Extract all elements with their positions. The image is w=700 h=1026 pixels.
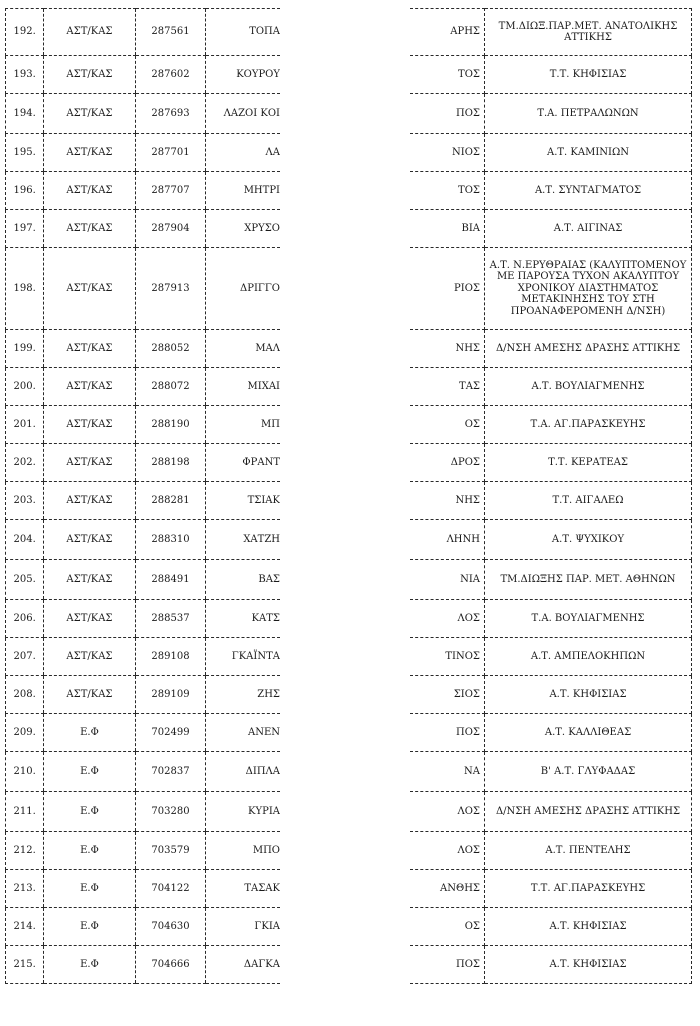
rank-cell: ΑΣΤ/ΚΑΣ	[44, 330, 135, 368]
name-cell: ΝΙΑ	[410, 560, 485, 600]
department-cell: Α.Τ. ΒΟΥΛΙΑΓΜΕΝΗΣ	[485, 368, 692, 406]
name-cell: ΟΣ	[410, 908, 485, 946]
id-cell: 704630	[135, 908, 206, 946]
rank-cell: Ε.Φ	[44, 714, 135, 752]
row-number: 198.	[6, 248, 44, 330]
table-row	[410, 9, 692, 56]
id-cell: 288491	[135, 560, 206, 600]
department-cell: Β' Α.Τ. ΓΛΥΦΑΔΑΣ	[485, 752, 692, 792]
table-row	[6, 560, 281, 600]
surname-cell: ΔΡΙΓΓΟ	[206, 248, 280, 330]
department-cell: ΤΜ.ΔΙΩΞΗΣ ΠΑΡ. ΜΕΤ. ΑΘΗΝΩΝ	[485, 560, 692, 600]
rank-cell: ΑΣΤ/ΚΑΣ	[44, 9, 135, 56]
name-cell: ΤΑΣ	[410, 368, 485, 406]
name-cell: ΝΙΟΣ	[410, 134, 485, 172]
table-row	[410, 560, 692, 600]
rank-cell: ΑΣΤ/ΚΑΣ	[44, 676, 135, 714]
department-cell: Α.Τ. ΚΑΛΛΙΘΕΑΣ	[485, 714, 692, 752]
row-number: 209.	[6, 714, 44, 752]
id-cell: 704122	[135, 870, 206, 908]
surname-cell: ΔΙΠΛΑ	[206, 752, 280, 792]
department-cell: Α.Τ. ΨΥΧΙΚΟΥ	[485, 520, 692, 560]
id-cell: 702499	[135, 714, 206, 752]
surname-cell: ΜΗΤΡΙ	[206, 172, 280, 210]
table-row	[6, 482, 281, 520]
table-row	[6, 94, 281, 134]
rank-cell: ΑΣΤ/ΚΑΣ	[44, 172, 135, 210]
name-cell: ΠΟΣ	[410, 714, 485, 752]
rank-cell: Ε.Φ	[44, 870, 135, 908]
id-cell: 288281	[135, 482, 206, 520]
rank-cell: Ε.Φ	[44, 908, 135, 946]
row-number: 215.	[6, 946, 44, 984]
name-cell: ΡΙΟΣ	[410, 248, 485, 330]
table-row	[6, 638, 281, 676]
right-table-fragment	[410, 8, 692, 984]
table-row	[6, 752, 281, 792]
row-number: 192.	[6, 9, 44, 56]
department-cell: Α.Τ. ΑΙΓΙΝΑΣ	[485, 210, 692, 248]
table-row	[6, 714, 281, 752]
surname-cell: ΜΑΛ	[206, 330, 280, 368]
id-cell: 703280	[135, 792, 206, 832]
left-table-fragment	[5, 8, 280, 984]
department-cell: Τ.Α. ΠΕΤΡΑΛΩΝΩΝ	[485, 94, 692, 134]
id-cell: 704666	[135, 946, 206, 984]
name-cell: ΤΙΝΟΣ	[410, 638, 485, 676]
row-number: 204.	[6, 520, 44, 560]
table-row	[6, 600, 281, 638]
table-row	[410, 482, 692, 520]
row-number: 214.	[6, 908, 44, 946]
name-cell: ΛΟΣ	[410, 600, 485, 638]
surname-cell: ΧΡΥΣΟ	[206, 210, 280, 248]
table-row	[410, 172, 692, 210]
name-cell: ΤΟΣ	[410, 56, 485, 94]
table-row	[410, 210, 692, 248]
table-row	[410, 134, 692, 172]
table-row	[6, 330, 281, 368]
surname-cell: ΦΡΑΝΤ	[206, 444, 280, 482]
surname-cell: ΚΥΡΙΑ	[206, 792, 280, 832]
id-cell: 289109	[135, 676, 206, 714]
name-cell: ΝΑ	[410, 752, 485, 792]
table-row	[6, 406, 281, 444]
table-row	[410, 600, 692, 638]
row-number: 206.	[6, 600, 44, 638]
id-cell: 287913	[135, 248, 206, 330]
name-cell: ΛΗΝΗ	[410, 520, 485, 560]
rank-cell: ΑΣΤ/ΚΑΣ	[44, 482, 135, 520]
department-cell: Α.Τ. ΠΕΝΤΕΛΗΣ	[485, 832, 692, 870]
department-cell: Τ.Α. ΒΟΥΛΙΑΓΜΕΝΗΣ	[485, 600, 692, 638]
table-row	[6, 444, 281, 482]
table-row	[6, 210, 281, 248]
rank-cell: ΑΣΤ/ΚΑΣ	[44, 248, 135, 330]
row-number: 205.	[6, 560, 44, 600]
row-number: 208.	[6, 676, 44, 714]
table-row	[6, 792, 281, 832]
table-row	[6, 520, 281, 560]
surname-cell: ΤΑΣΑΚ	[206, 870, 280, 908]
table-row	[410, 908, 692, 946]
row-number: 201.	[6, 406, 44, 444]
row-number: 203.	[6, 482, 44, 520]
department-cell: Τ.Τ. ΑΓ.ΠΑΡΑΣΚΕΥΗΣ	[485, 870, 692, 908]
id-cell: 289108	[135, 638, 206, 676]
surname-cell: ΤΣΙΑΚ	[206, 482, 280, 520]
rank-cell: ΑΣΤ/ΚΑΣ	[44, 520, 135, 560]
table-row	[410, 792, 692, 832]
table-row	[410, 946, 692, 984]
id-cell: 288072	[135, 368, 206, 406]
department-cell: Α.Τ. Ν.ΕΡΥΘΡΑΙΑΣ (ΚΑΛΥΠΤΟΜΕΝΟΥ ΜΕ ΠΑΡΟΥΣΑ ΤΥΧΟΝ ΑΚΑΛΥΠΤΟΥ ΧΡΟΝΙΚΟΥ ΔΙΑΣΤΗΜΑΤΟΣ ΜΕΤΑΚΙΝΗΣΗΣ ΤΟΥ ΣΤΗ ΠΡΟΑΝΑΦΕΡΟΜΕΝΗ Δ/ΝΣΗ)	[485, 248, 692, 330]
table-row	[410, 56, 692, 94]
name-cell: ΒΙΑ	[410, 210, 485, 248]
name-cell: ΝΗΣ	[410, 330, 485, 368]
table-row	[6, 172, 281, 210]
department-cell: ΤΜ.ΔΙΩΞ.ΠΑΡ.ΜΕΤ. ΑΝΑΤΟΛΙΚΗΣ ΑΤΤΙΚΗΣ	[485, 9, 692, 56]
rank-cell: ΑΣΤ/ΚΑΣ	[44, 210, 135, 248]
name-cell: ΛΟΣ	[410, 832, 485, 870]
id-cell: 288190	[135, 406, 206, 444]
id-cell: 287602	[135, 56, 206, 94]
row-number: 207.	[6, 638, 44, 676]
table-row	[410, 870, 692, 908]
table-row	[410, 714, 692, 752]
department-cell: Τ.Α. ΑΓ.ΠΑΡΑΣΚΕΥΗΣ	[485, 406, 692, 444]
table-row	[410, 406, 692, 444]
name-cell: ΠΟΣ	[410, 94, 485, 134]
table-row	[410, 444, 692, 482]
department-cell: Τ.Τ. ΚΕΡΑΤΕΑΣ	[485, 444, 692, 482]
table-row	[410, 832, 692, 870]
table-row	[410, 368, 692, 406]
department-cell: Τ.Τ. ΚΗΦΙΣΙΑΣ	[485, 56, 692, 94]
id-cell: 288537	[135, 600, 206, 638]
table-row	[410, 676, 692, 714]
name-cell: ΤΟΣ	[410, 172, 485, 210]
rank-cell: ΑΣΤ/ΚΑΣ	[44, 94, 135, 134]
rank-cell: ΑΣΤ/ΚΑΣ	[44, 444, 135, 482]
id-cell: 287904	[135, 210, 206, 248]
name-cell: ΑΡΗΣ	[410, 9, 485, 56]
department-cell: Α.Τ. ΣΥΝΤΑΓΜΑΤΟΣ	[485, 172, 692, 210]
table-row	[6, 134, 281, 172]
row-number: 210.	[6, 752, 44, 792]
rank-cell: ΑΣΤ/ΚΑΣ	[44, 56, 135, 94]
table-row	[6, 368, 281, 406]
table-row	[410, 638, 692, 676]
rank-cell: Ε.Φ	[44, 792, 135, 832]
table-row	[410, 520, 692, 560]
table-row	[6, 946, 281, 984]
table-row	[410, 752, 692, 792]
surname-cell: ΜΙΧΑΙ	[206, 368, 280, 406]
surname-cell: ΜΠΟ	[206, 832, 280, 870]
row-number: 200.	[6, 368, 44, 406]
row-number: 199.	[6, 330, 44, 368]
row-number: 193.	[6, 56, 44, 94]
id-cell: 702837	[135, 752, 206, 792]
surname-cell: ΤΟΠΑ	[206, 9, 280, 56]
row-number: 212.	[6, 832, 44, 870]
table-row	[410, 248, 692, 330]
name-cell: ΔΡΟΣ	[410, 444, 485, 482]
department-cell: Τ.Τ. ΑΙΓΑΛΕΩ	[485, 482, 692, 520]
rank-cell: Ε.Φ	[44, 946, 135, 984]
row-number: 196.	[6, 172, 44, 210]
surname-cell: ΔΑΓΚΑ	[206, 946, 280, 984]
name-cell: ΝΗΣ	[410, 482, 485, 520]
table-row	[6, 870, 281, 908]
rank-cell: ΑΣΤ/ΚΑΣ	[44, 600, 135, 638]
row-number: 197.	[6, 210, 44, 248]
department-cell: Α.Τ. ΚΗΦΙΣΙΑΣ	[485, 908, 692, 946]
table-row	[6, 908, 281, 946]
id-cell: 288052	[135, 330, 206, 368]
name-cell: ΛΟΣ	[410, 792, 485, 832]
row-number: 202.	[6, 444, 44, 482]
surname-cell: ΚΑΤΣ	[206, 600, 280, 638]
id-cell: 287693	[135, 94, 206, 134]
id-cell: 287701	[135, 134, 206, 172]
department-cell: Α.Τ. ΑΜΠΕΛΟΚΗΠΩΝ	[485, 638, 692, 676]
table-row	[6, 248, 281, 330]
table-row	[410, 330, 692, 368]
surname-cell: ΑΝΕΝ	[206, 714, 280, 752]
row-number: 194.	[6, 94, 44, 134]
surname-cell: ΖΗΣ	[206, 676, 280, 714]
id-cell: 288310	[135, 520, 206, 560]
surname-cell: ΧΑΤΖΗ	[206, 520, 280, 560]
id-cell: 287561	[135, 9, 206, 56]
surname-cell: ΜΠ	[206, 406, 280, 444]
surname-cell: ΓΚΑΪΝΤΑ	[206, 638, 280, 676]
rank-cell: ΑΣΤ/ΚΑΣ	[44, 406, 135, 444]
rank-cell: Ε.Φ	[44, 752, 135, 792]
table-row	[410, 94, 692, 134]
rank-cell: ΑΣΤ/ΚΑΣ	[44, 638, 135, 676]
rank-cell: ΑΣΤ/ΚΑΣ	[44, 560, 135, 600]
row-number: 211.	[6, 792, 44, 832]
department-cell: Α.Τ. ΚΗΦΙΣΙΑΣ	[485, 946, 692, 984]
rank-cell: Ε.Φ	[44, 832, 135, 870]
department-cell: Α.Τ. ΚΑΜΙΝΙΩΝ	[485, 134, 692, 172]
table-row	[6, 832, 281, 870]
table-row	[6, 56, 281, 94]
rank-cell: ΑΣΤ/ΚΑΣ	[44, 368, 135, 406]
id-cell: 287707	[135, 172, 206, 210]
name-cell: ΣΙΟΣ	[410, 676, 485, 714]
row-number: 195.	[6, 134, 44, 172]
name-cell: ΠΟΣ	[410, 946, 485, 984]
surname-cell: ΚΟΥΡΟΥ	[206, 56, 280, 94]
row-number: 213.	[6, 870, 44, 908]
name-cell: ΑΝΘΗΣ	[410, 870, 485, 908]
table-row	[6, 9, 281, 56]
rank-cell: ΑΣΤ/ΚΑΣ	[44, 134, 135, 172]
name-cell: ΟΣ	[410, 406, 485, 444]
table-row	[6, 676, 281, 714]
surname-cell: ΓΚΙΑ	[206, 908, 280, 946]
surname-cell: ΛΑ	[206, 134, 280, 172]
department-cell: Α.Τ. ΚΗΦΙΣΙΑΣ	[485, 676, 692, 714]
id-cell: 288198	[135, 444, 206, 482]
department-cell: Δ/ΝΣΗ ΑΜΕΣΗΣ ΔΡΑΣΗΣ ΑΤΤΙΚΗΣ	[485, 792, 692, 832]
department-cell: Δ/ΝΣΗ ΑΜΕΣΗΣ ΔΡΑΣΗΣ ΑΤΤΙΚΗΣ	[485, 330, 692, 368]
surname-cell: ΒΑΣ	[206, 560, 280, 600]
blank-gap	[280, 0, 410, 1026]
id-cell: 703579	[135, 832, 206, 870]
surname-cell: ΛΑΖΟΙ ΚΟΙ	[206, 94, 280, 134]
